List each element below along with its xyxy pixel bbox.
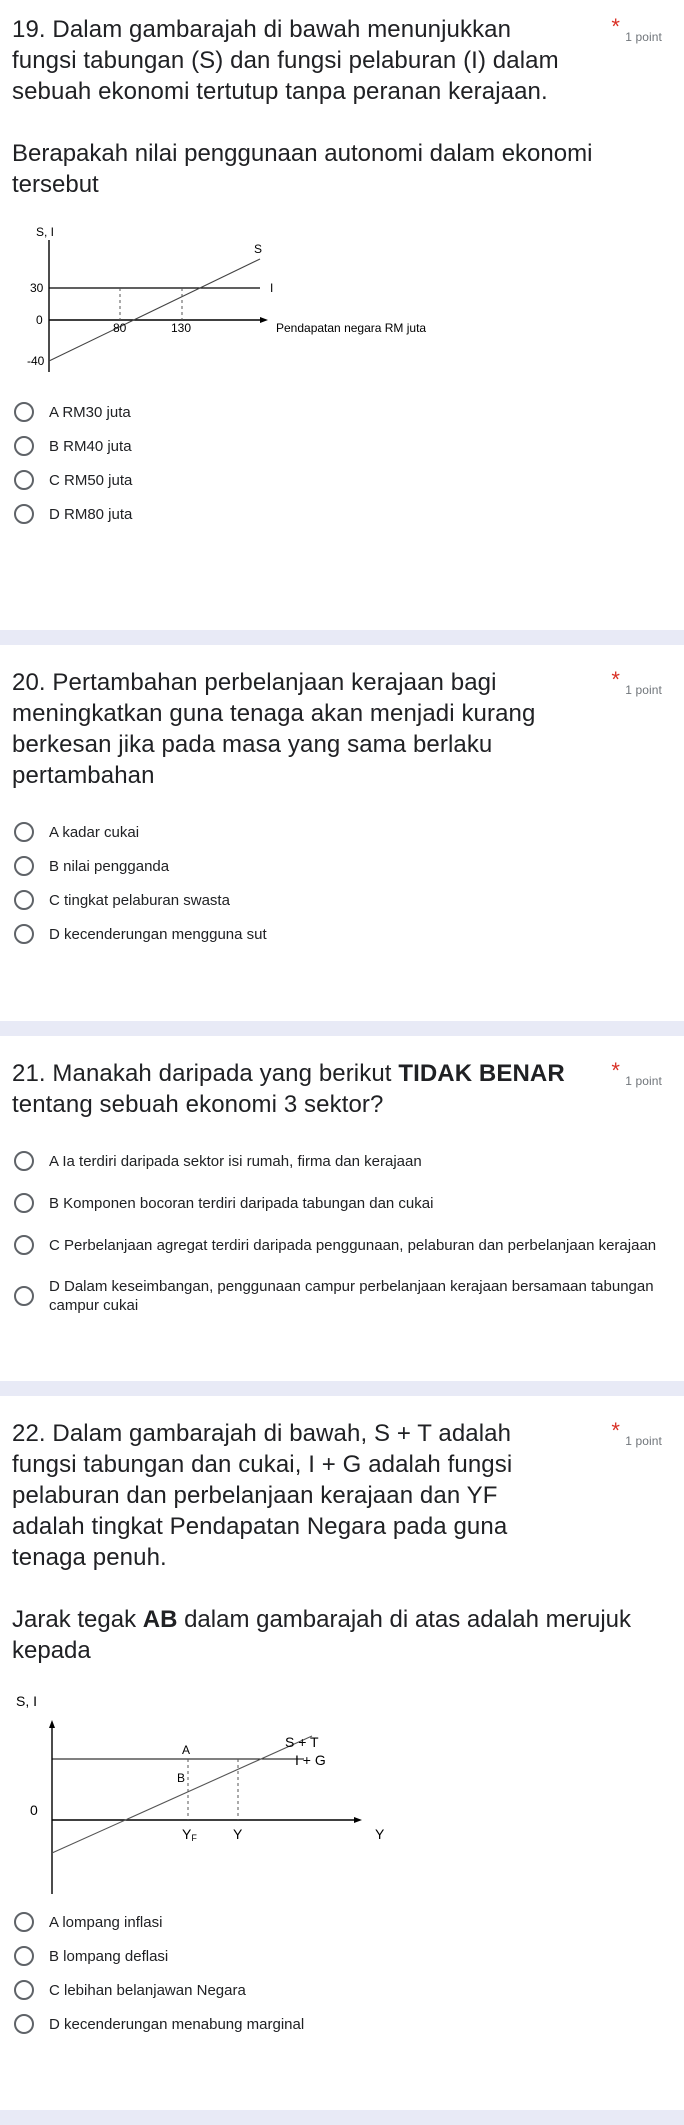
radio-button[interactable]	[14, 1980, 34, 2000]
question-title-text: 22. Dalam gambarajah di bawah, S + T adalah fungsi tabungan dan cukai, I + G adalah fungsi pelaburan dan perbelanjaan kerajaan dan YF adalah tingkat Pendapatan Negara pada guna tenaga penuh.	[12, 1420, 513, 1571]
savings-investment-diagram	[12, 222, 472, 387]
points-label: 1 point	[625, 683, 662, 697]
option-label: B Komponen bocoran terdiri daripada tabungan dan cukai	[49, 1194, 434, 1212]
tick-30: 30	[30, 281, 44, 295]
yf-label: YF	[182, 1826, 197, 1843]
question-title-text: 19. Dalam gambarajah di bawah menunjukkan fungsi tabungan (S) dan fungsi pelaburan (I) dalam sebuah ekonomi tertutup tanpa peranan kerajaan.	[12, 16, 559, 105]
required-asterisk: *	[611, 14, 620, 39]
s-label: S	[254, 242, 263, 256]
required-asterisk: *	[611, 1058, 620, 1083]
option-a[interactable]	[12, 1905, 664, 1939]
x-axis-label: Y	[375, 1826, 385, 1842]
points-label: 1 point	[625, 1434, 662, 1448]
option-label: B RM40 juta	[49, 437, 132, 455]
radio-button[interactable]	[14, 1235, 34, 1255]
radio-button[interactable]	[14, 1946, 34, 1966]
zero-label: 0	[30, 1802, 38, 1818]
card-separator	[0, 2110, 684, 2125]
option-label: C Perbelanjaan agregat terdiri daripada penggunaan, pelaburan dan perbelanjaan kerajaan	[49, 1236, 657, 1254]
option-label: D kecenderungan menabung marginal	[49, 2015, 305, 2033]
radio-button[interactable]	[14, 924, 34, 944]
option-label: C RM50 juta	[49, 471, 133, 489]
option-label: D Dalam keseimbangan, penggunaan campur perbelanjaan kerajaan bersamaan tabungan campur cukai	[49, 1278, 654, 1314]
option-d[interactable]	[12, 1270, 664, 1322]
radio-button[interactable]	[14, 470, 34, 490]
question-title	[12, 14, 664, 107]
tick-minus-40: -40	[27, 354, 45, 368]
point-a-label: A	[182, 1743, 191, 1757]
options-list	[12, 395, 664, 531]
required-asterisk: *	[611, 667, 620, 692]
option-a[interactable]	[12, 815, 664, 849]
option-b[interactable]	[12, 429, 664, 463]
question-card-21	[0, 1036, 684, 1381]
card-separator	[0, 1021, 684, 1036]
description-suffix: dalam gambarajah di atas adalah merujuk kepada	[12, 1606, 632, 1664]
option-d[interactable]	[12, 2007, 664, 2041]
option-label: B lompang deflasi	[49, 1947, 169, 1965]
question-title-emphasis: TIDAK BENAR	[398, 1060, 565, 1087]
options-list	[12, 1144, 664, 1322]
radio-button[interactable]	[14, 1912, 34, 1932]
question-card-20	[0, 645, 684, 1021]
question-title	[12, 1418, 664, 1573]
option-d[interactable]	[12, 497, 664, 531]
radio-button[interactable]	[14, 402, 34, 422]
option-label: A RM30 juta	[49, 403, 131, 421]
option-label: A Ia terdiri daripada sektor isi rumah, firma dan kerajaan	[49, 1152, 422, 1170]
card-separator	[0, 630, 684, 645]
option-label: B nilai pengganda	[49, 857, 170, 875]
points-label: 1 point	[625, 30, 662, 44]
question-title-prefix: 21. Manakah daripada yang berikut	[12, 1060, 399, 1087]
radio-button[interactable]	[14, 1286, 34, 1306]
options-list	[12, 815, 664, 951]
points-label: 1 point	[625, 1074, 662, 1088]
st-label: S + T	[285, 1734, 319, 1750]
option-label: A lompang inflasi	[49, 1913, 163, 1931]
leakage-injection-diagram	[12, 1694, 432, 1899]
option-b[interactable]	[12, 1186, 664, 1220]
savings-line	[49, 259, 260, 361]
i-label: I	[270, 281, 274, 295]
tick-130: 130	[171, 321, 192, 335]
radio-button[interactable]	[14, 890, 34, 910]
option-c[interactable]	[12, 463, 664, 497]
radio-button[interactable]	[14, 1193, 34, 1213]
y-tick-label: Y	[233, 1826, 243, 1842]
option-c[interactable]	[12, 883, 664, 917]
card-separator	[0, 1381, 684, 1396]
option-label: A kadar cukai	[49, 823, 140, 841]
question-card-22	[0, 1396, 684, 2110]
question-title	[12, 667, 664, 791]
option-label: C lebihan belanjawan Negara	[49, 1981, 246, 1999]
option-b[interactable]	[12, 1939, 664, 1973]
description-emphasis: AB	[142, 1606, 178, 1633]
options-list	[12, 1905, 664, 2041]
option-c[interactable]	[12, 1973, 664, 2007]
option-label: D kecenderungan mengguna sut	[49, 925, 267, 943]
y-axis-label: S, I	[16, 1694, 38, 1709]
required-asterisk: *	[611, 1418, 620, 1443]
question-description: Berapakah nilai penggunaan autonomi dalam ekonomi tersebut	[12, 140, 593, 198]
option-label: D RM80 juta	[49, 505, 133, 523]
radio-button[interactable]	[14, 2014, 34, 2034]
option-b[interactable]	[12, 849, 664, 883]
option-c[interactable]	[12, 1228, 664, 1262]
ig-label: I + G	[295, 1752, 326, 1768]
radio-button[interactable]	[14, 856, 34, 876]
question-title-text: 20. Pertambahan perbelanjaan kerajaan bagi meningkatkan guna tenaga akan menjadi kurang berkesan jika pada masa yang sama berlaku pertambahan	[12, 669, 536, 789]
point-b-label: B	[177, 1771, 186, 1785]
tick-80: 80	[113, 321, 127, 335]
question-title	[12, 1058, 664, 1120]
y-axis-label: S, I	[36, 225, 55, 239]
tick-0: 0	[36, 313, 43, 327]
option-d[interactable]	[12, 917, 664, 951]
radio-button[interactable]	[14, 822, 34, 842]
question-title-suffix: tentang sebuah ekonomi 3 sektor?	[12, 1091, 384, 1118]
question-description	[12, 1604, 664, 1666]
radio-button[interactable]	[14, 504, 34, 524]
description-prefix: Jarak tegak	[12, 1606, 143, 1633]
option-a[interactable]	[12, 1144, 664, 1178]
radio-button[interactable]	[14, 436, 34, 456]
option-a[interactable]	[12, 395, 664, 429]
option-label: C tingkat pelaburan swasta	[49, 891, 230, 909]
x-axis-label: Pendapatan negara RM juta	[276, 321, 427, 335]
radio-button[interactable]	[14, 1151, 34, 1171]
question-card-19	[0, 0, 684, 630]
